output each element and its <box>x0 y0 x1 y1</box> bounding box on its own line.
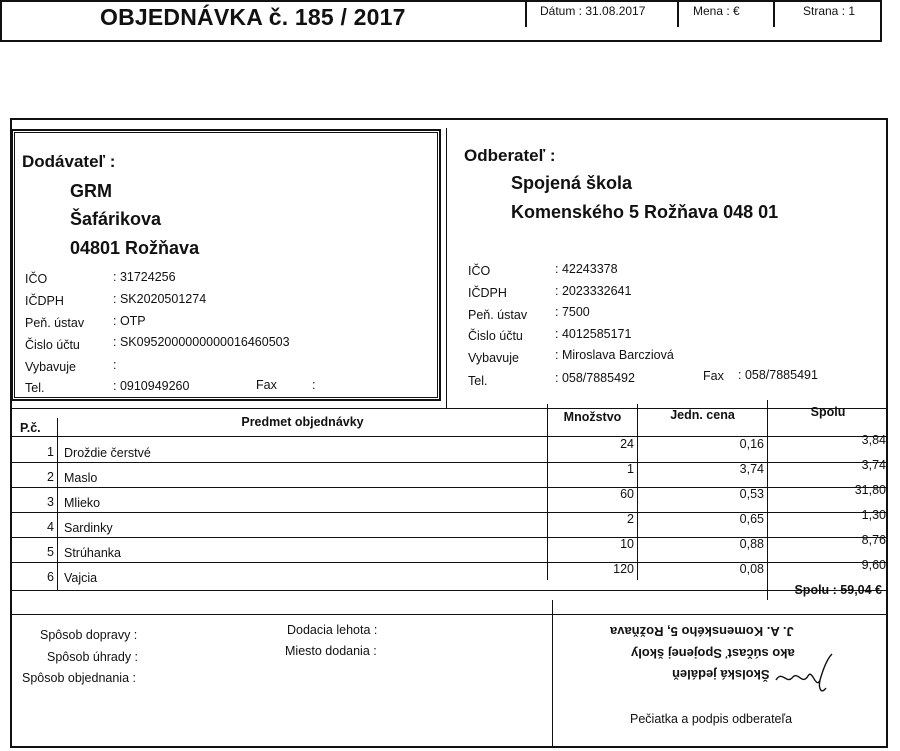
customer-bank-label: Peň. ústav <box>468 308 528 322</box>
row-number: 5 <box>47 545 54 559</box>
transport-label: Spôsob dopravy : <box>40 628 138 642</box>
row-item: Strúhanka <box>64 546 121 560</box>
signature-scribble <box>772 650 842 700</box>
row-quantity: 120 <box>613 562 634 576</box>
party-divider <box>446 128 447 408</box>
row-item: Vajcia <box>64 571 98 585</box>
signature-label: Pečiatka a podpis odberateľa <box>630 712 793 726</box>
row-quantity: 1 <box>627 462 634 476</box>
row-line <box>10 537 888 538</box>
payment-label: Spôsob úhrady : <box>47 650 139 664</box>
order-date: Dátum : 31.08.2017 <box>540 4 646 18</box>
row-quantity: 2 <box>627 512 634 526</box>
row-line <box>10 462 888 463</box>
row-quantity: 60 <box>620 487 634 501</box>
supplier-city: 04801 Rožňava <box>70 238 200 258</box>
supplier-bank: : OTP <box>113 314 146 328</box>
row-total: 1,30 <box>861 508 886 522</box>
customer-ico-label: IČO <box>468 264 491 278</box>
supplier-icdph-label: IČDPH <box>25 294 64 308</box>
stamp-line-2: ako súčasť Spojenej školy <box>631 646 795 661</box>
customer-icdph: : 2023332641 <box>555 284 632 298</box>
row-number: 6 <box>47 570 54 584</box>
customer-tel: : 058/7885492 <box>555 371 635 385</box>
supplier-tel-label: Tel. <box>25 381 45 395</box>
row-number: 2 <box>47 470 54 484</box>
row-total: 3,74 <box>861 458 886 472</box>
order-method-label: Spôsob objednania : <box>22 671 136 685</box>
supplier-account: : SK0952000000000016460503 <box>113 335 290 349</box>
supplier-handler: : <box>113 358 117 372</box>
col-header-item: Predmet objednávky <box>241 415 364 429</box>
row-unit-price: 3,74 <box>739 462 764 476</box>
order-currency: Mena : € <box>693 4 740 18</box>
customer-account-label: Čislo účtu <box>468 329 523 343</box>
supplier-name: GRM <box>70 181 112 201</box>
supplier-heading: Dodávateľ : <box>22 152 116 171</box>
row-total: 3,84 <box>861 433 886 447</box>
col-divider <box>57 418 58 590</box>
stamp-line-1: Školská jedáleň <box>672 667 770 682</box>
delivery-place-label: Miesto dodania : <box>285 644 377 658</box>
supplier-handler-label: Vybavuje <box>25 360 76 374</box>
row-quantity: 24 <box>620 437 634 451</box>
header-divider <box>525 0 527 27</box>
order-sum: Spolu : 59,04 € <box>794 583 882 597</box>
supplier-account-label: Čislo účtu <box>25 338 80 352</box>
row-item: Maslo <box>64 471 98 485</box>
customer-heading: Odberateľ : <box>464 146 556 165</box>
row-unit-price: 0,65 <box>739 512 764 526</box>
footer-divider <box>552 600 553 748</box>
row-total: 31,80 <box>854 483 886 497</box>
customer-name: Spojená škola <box>511 173 633 193</box>
supplier-ico: : 31724256 <box>113 270 176 284</box>
row-number: 3 <box>47 495 54 509</box>
customer-tel-label: Tel. <box>468 374 488 388</box>
customer-icdph-label: IČDPH <box>468 286 507 300</box>
supplier-fax: : <box>312 378 316 392</box>
row-number: 4 <box>47 520 54 534</box>
row-total: 9,60 <box>861 558 886 572</box>
col-header-unit-price: Jedn. cena <box>670 408 735 422</box>
supplier-fax-label: Fax <box>256 378 277 392</box>
order-header <box>0 0 882 42</box>
row-unit-price: 0,16 <box>739 437 764 451</box>
row-item: Mlieko <box>64 496 101 510</box>
col-header-no: P.č. <box>20 421 41 435</box>
order-page: Strana : 1 <box>803 4 856 18</box>
row-line <box>10 512 888 513</box>
row-line <box>10 487 888 488</box>
customer-ico: : 42243378 <box>555 262 618 276</box>
row-total: 8,76 <box>861 533 886 547</box>
supplier-ico-label: IČO <box>25 272 48 286</box>
customer-handler: : Miroslava Barcziová <box>555 348 674 362</box>
delivery-time-label: Dodacia lehota : <box>287 623 378 637</box>
customer-address: Komenského 5 Rožňava 048 01 <box>511 202 779 222</box>
col-header-qty: Množstvo <box>563 410 622 424</box>
supplier-tel: : 0910949260 <box>113 379 190 393</box>
table-bottom-line <box>10 590 888 591</box>
customer-fax-label: Fax <box>703 369 724 383</box>
supplier-bank-label: Peň. ústav <box>25 316 85 330</box>
row-number: 1 <box>47 445 54 459</box>
order-title: OBJEDNÁVKA č. 185 / 2017 <box>100 4 406 30</box>
footer-top-line <box>10 614 888 615</box>
customer-handler-label: Vybavuje <box>468 351 519 365</box>
row-item: Droždie čerstvé <box>64 446 151 460</box>
row-unit-price: 0,88 <box>739 537 764 551</box>
row-line <box>10 562 888 563</box>
row-unit-price: 0,08 <box>739 562 764 576</box>
header-divider <box>677 0 679 27</box>
row-quantity: 10 <box>620 537 634 551</box>
col-header-total: Spolu <box>810 405 846 419</box>
row-unit-price: 0,53 <box>739 487 764 501</box>
supplier-street: Šafárikova <box>70 209 162 229</box>
header-divider <box>773 0 775 27</box>
customer-bank: : 7500 <box>555 305 590 319</box>
customer-fax: : 058/7885491 <box>738 368 818 382</box>
customer-account: : 4012585171 <box>555 327 632 341</box>
supplier-icdph: : SK2020501274 <box>113 292 207 306</box>
row-item: Sardinky <box>64 521 113 535</box>
stamp-line-3: J. A. Komenského 5, Rožňava <box>610 624 794 639</box>
